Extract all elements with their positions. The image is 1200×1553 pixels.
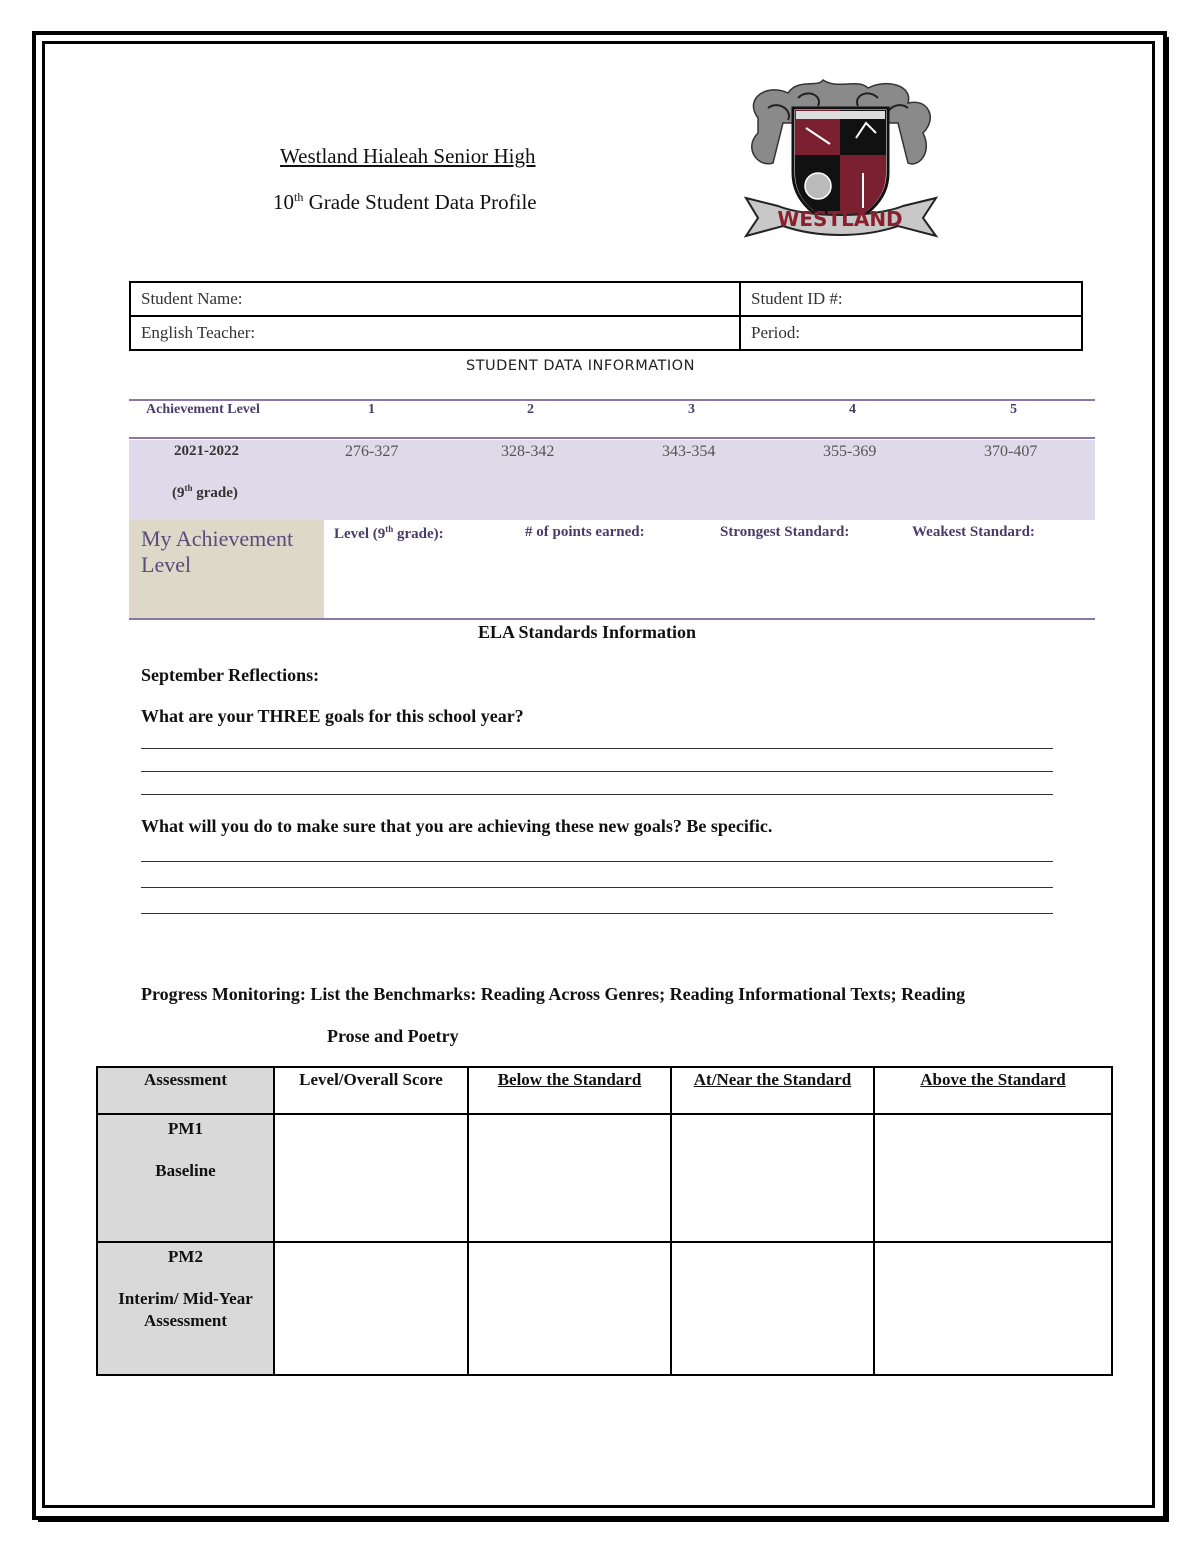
score-cell[interactable] — [274, 1114, 468, 1242]
above-cell[interactable] — [874, 1114, 1112, 1242]
below-cell[interactable] — [468, 1114, 671, 1242]
school-year: 2021-2022 — [174, 443, 239, 459]
table-row — [97, 1242, 1112, 1375]
divider — [129, 399, 1095, 401]
progress-monitoring-instructions-cont: Prose and Poetry — [327, 1026, 459, 1046]
range-cell: 370-407 — [984, 443, 1038, 460]
col-header: Above the Standard — [874, 1067, 1112, 1114]
range-cell: 343-354 — [662, 443, 716, 460]
assessment-title: PM1 — [168, 1119, 203, 1138]
section-title: STUDENT DATA INFORMATION — [466, 358, 695, 374]
score-range-row — [129, 440, 1095, 520]
assessment-title: PM2 — [168, 1247, 203, 1266]
svg-text:WESTLAND: WESTLAND — [777, 207, 903, 231]
student-id-field[interactable]: Student ID #: — [740, 282, 1082, 316]
student-info-table — [129, 281, 1083, 351]
weakest-standard-label[interactable]: Weakest Standard: — [912, 524, 1035, 540]
my-achievement-box — [129, 520, 324, 618]
level-col: 1 — [368, 402, 375, 417]
col-header: At/Near the Standard — [671, 1067, 874, 1114]
my-achievement-title: My Achievement Level — [141, 526, 294, 577]
near-cell[interactable] — [671, 1114, 874, 1242]
divider — [129, 618, 1095, 620]
level-col: 3 — [688, 402, 695, 417]
school-name: Westland Hialeah Senior High — [280, 144, 536, 168]
action-question: What will you do to make sure that you are achieving these new goals? Be specific. — [141, 816, 773, 836]
grade-label: (9th grade) — [172, 483, 238, 501]
range-cell: 355-369 — [823, 443, 877, 460]
level-col: 2 — [527, 402, 534, 417]
english-teacher-field[interactable]: English Teacher: — [130, 316, 740, 350]
answer-line[interactable] — [141, 748, 1053, 749]
level-col: 4 — [849, 402, 856, 417]
divider — [129, 437, 1095, 439]
period-field[interactable]: Period: — [740, 316, 1082, 350]
my-achievement-row — [129, 520, 1095, 618]
score-cell[interactable] — [274, 1242, 468, 1375]
answer-line[interactable] — [141, 771, 1053, 772]
profile-title: 10th Grade Student Data Profile — [273, 190, 537, 214]
level-col: 5 — [1010, 402, 1017, 417]
below-cell[interactable] — [468, 1242, 671, 1375]
strongest-standard-label[interactable]: Strongest Standard: — [720, 524, 850, 540]
student-name-field[interactable]: Student Name: — [130, 282, 740, 316]
answer-line[interactable] — [141, 887, 1053, 888]
ela-standards-title: ELA Standards Information — [478, 622, 697, 642]
near-cell[interactable] — [671, 1242, 874, 1375]
achievement-level-label: Achievement Level — [146, 402, 260, 417]
table-header-row — [97, 1067, 1112, 1114]
col-header: Level/Overall Score — [274, 1067, 468, 1114]
assessment-subtitle: Interim/ Mid-Year Assessment — [118, 1289, 253, 1330]
col-header: Below the Standard — [468, 1067, 671, 1114]
above-cell[interactable] — [874, 1242, 1112, 1375]
assessment-subtitle: Baseline — [155, 1161, 216, 1180]
range-cell: 276-327 — [345, 443, 399, 460]
answer-line[interactable] — [141, 861, 1053, 862]
points-earned-label[interactable]: # of points earned: — [525, 524, 645, 540]
progress-monitoring-instructions: Progress Monitoring: List the Benchmarks: Reading Across Genres; Reading Informational Texts; Reading — [141, 984, 966, 1004]
table-row — [97, 1114, 1112, 1242]
westland-crest-logo — [738, 78, 943, 243]
september-reflections-heading: September Reflections: — [141, 665, 320, 685]
answer-line[interactable] — [141, 794, 1053, 795]
answer-line[interactable] — [141, 913, 1053, 914]
col-header: Assessment — [97, 1067, 274, 1114]
range-cell: 328-342 — [501, 443, 555, 460]
goals-question: What are your THREE goals for this school year? — [141, 706, 524, 726]
level-9th-label[interactable]: Level (9th grade): — [334, 524, 444, 542]
assessment-cell — [97, 1242, 274, 1375]
achievement-header-row — [129, 402, 1095, 434]
progress-monitoring-table — [96, 1066, 1113, 1376]
assessment-cell — [97, 1114, 274, 1242]
